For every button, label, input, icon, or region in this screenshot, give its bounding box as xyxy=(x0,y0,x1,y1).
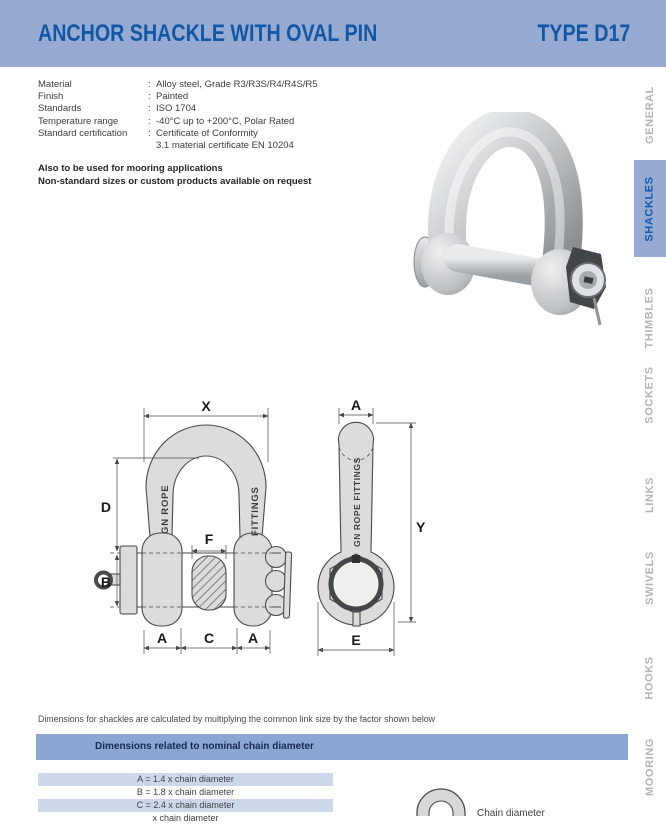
product-photo-shackle xyxy=(398,112,638,327)
usage-notes xyxy=(38,163,311,189)
spec-row-standards: Standards : ISO 1704 xyxy=(38,103,197,115)
shank-brand-text: GN ROPE FITTINGS xyxy=(352,457,362,547)
spec-row-material: Material : Alloy steel, Grade R3/R3S/R4/R4S/R5 xyxy=(38,79,318,90)
note-custom: Non-standard sizes or custom products available on request xyxy=(38,175,312,187)
tab-general[interactable]: GENERAL xyxy=(644,86,657,144)
type-label: TYPE D17 xyxy=(537,20,630,47)
tab-thimbles[interactable]: THIMBLES xyxy=(644,287,656,349)
dim-label-f: F xyxy=(204,531,214,547)
dim-label-y: Y xyxy=(416,519,426,535)
tab-hooks[interactable]: HOOKS xyxy=(644,655,656,700)
header-bar xyxy=(0,0,666,67)
tab-sockets[interactable]: SOCKETS xyxy=(644,366,656,424)
spec-row-certification-2: 3.1 material certificate EN 10204 xyxy=(156,140,294,152)
spec-row-finish: Finish : Painted xyxy=(38,91,189,103)
factor-row-a: A = 1.4 x chain diameter xyxy=(38,773,333,786)
spec-row-certification: Standard certification : Certificate of Conformity xyxy=(38,127,258,139)
factor-row-partial: x chain diameter xyxy=(152,813,219,823)
front-view-drawing xyxy=(96,425,292,626)
technical-drawings xyxy=(92,395,436,663)
dim-label-a-side: A xyxy=(350,397,362,413)
page-title: ANCHOR SHACKLE WITH OVAL PIN xyxy=(38,20,378,47)
tab-mooring[interactable]: MOORING xyxy=(644,738,657,796)
tab-links[interactable]: LINKS xyxy=(644,476,656,513)
factor-note: Dimensions for shackles are calculated by multiplying the common link size by the factor shown below xyxy=(38,714,436,724)
spec-row-temperature: Temperature range : -40°C up to +200°C, Polar Rated xyxy=(38,115,295,127)
dim-label-x: X xyxy=(201,398,211,414)
tab-shackles[interactable]: SHACKLES xyxy=(634,160,666,257)
factor-table xyxy=(38,773,333,825)
leg-text-left: GN ROPE xyxy=(160,484,171,534)
dim-label-c: C xyxy=(203,630,215,646)
factor-row-b: B = 1.8 x chain diameter xyxy=(136,787,235,797)
dim-label-d: D xyxy=(100,499,111,515)
dim-label-b: B xyxy=(100,574,111,590)
tab-swivels[interactable]: SWIVELS xyxy=(644,550,656,605)
shackle-render xyxy=(414,128,606,325)
chain-diameter-label: Chain diameter xyxy=(477,808,545,819)
spec-list xyxy=(38,79,318,152)
factor-table-header: Dimensions related to nominal chain diameter xyxy=(36,734,628,760)
dim-label-a1: A xyxy=(156,630,168,646)
note-mooring: Also to be used for mooring applications xyxy=(38,163,223,174)
dim-label-a2: A xyxy=(247,630,259,646)
dim-label-e: E xyxy=(351,632,361,648)
chain-link-drawing xyxy=(413,786,483,816)
leg-text-right: FITTINGS xyxy=(250,486,261,536)
factor-row-c: C = 2.4 x chain diameter xyxy=(38,799,333,812)
